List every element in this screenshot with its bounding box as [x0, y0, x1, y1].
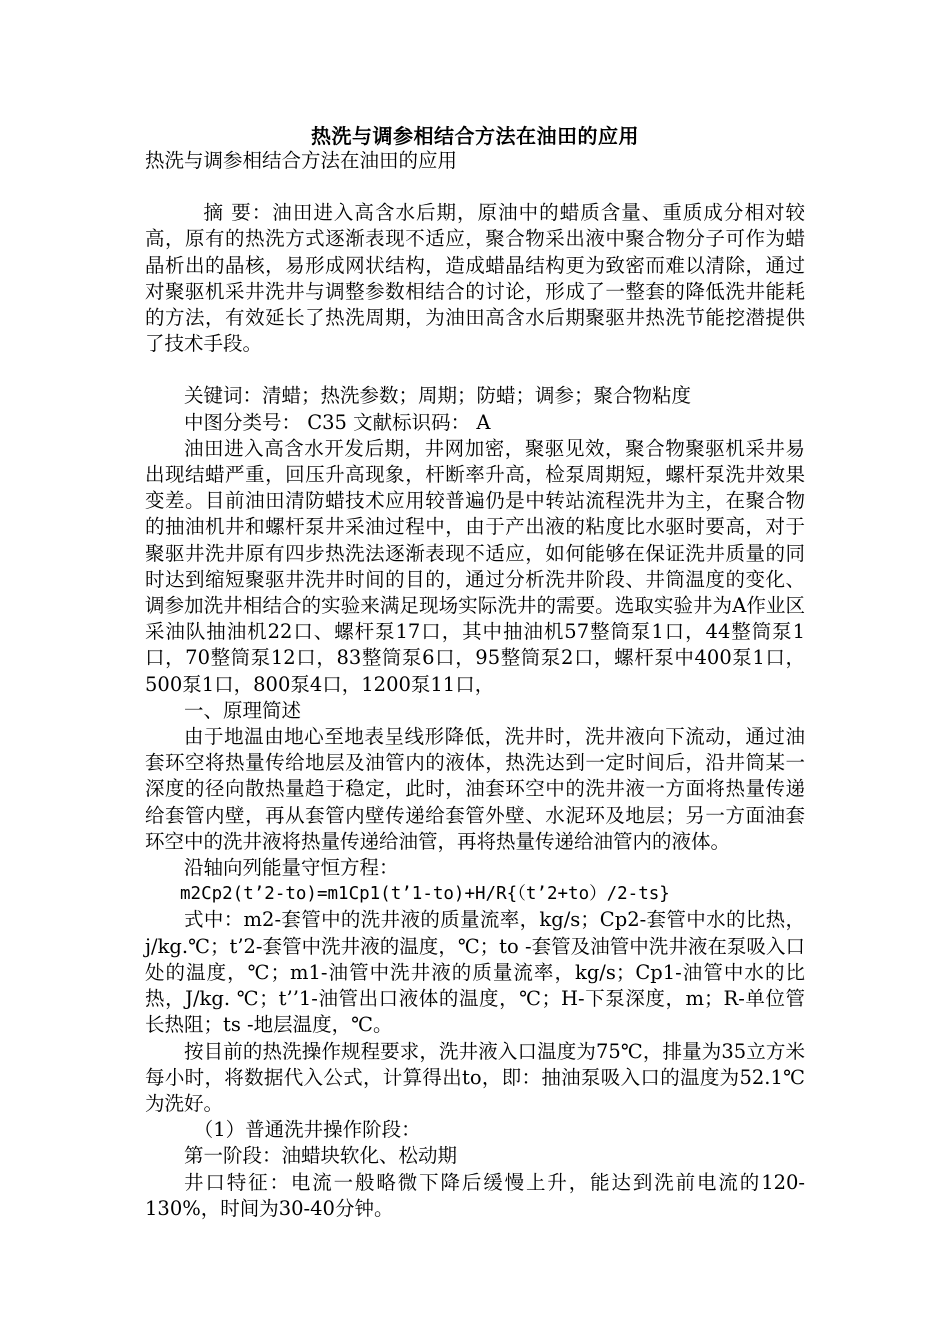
calculation-paragraph: 按目前的热洗操作规程要求，洗井液入口温度为75℃，排量为35立方米每小时，将数据代入公式，计算得出to，即：抽油泵吸入口的温度为52.1℃为洗好。 [145, 1039, 805, 1115]
spacer [145, 174, 805, 200]
keywords-line: 关键词：清蜡；热洗参数；周期；防蜡；调参；聚合物粘度 [184, 384, 692, 408]
principle-paragraph: 由于地温由地心至地表呈线形降低，洗井时，洗井液向下流动，通过油套环空将热量传给地层及油管内的液体，热洗达到一定时间后，沿井筒某一深度的径向散热量趋于稳定，此时，油套环空中的洗井液一方面将热量传递给套管内壁，再从套管内壁传递给套管外壁、水泥环及地层；另一方面油套环空中的洗井液将热量传递给油管，再将热量传递给油管内的液体。 [145, 725, 805, 853]
intro-paragraph: 油田进入高含水开发后期，井网加密，聚驱见效，聚合物聚驱机采井易出现结蜡严重，回压升高现象，杆断率升高，检泵周期短，螺杆泵洗井效果变差。目前油田清防蜡技术应用较普遍仍是中转站流程洗井为主，在聚合物的抽油机井和螺杆泵井采油过程中，由于产出液的粘度比水驱时要高，对于聚驱井洗井原有四步热洗法逐渐表现不适应，如何能够在保证洗井质量的同时达到缩短聚驱井洗井时间的目的，通过分析洗井阶段、井筒温度的变化、调参加洗井相结合的实验来满足现场实际洗井的需要。选取实验井为A作业区采油队抽油机22口、螺杆泵17口，其中抽油机57整筒泵1口，44整筒泵1口，70整筒泵12口，83整筒泵6口，95整筒泵2口，螺杆泵中400泵1口，500泵1口，800泵4口，1200泵11口， [145, 436, 805, 696]
definitions-paragraph: 式中：m2-套管中的洗井液的质量流率，kg/s；Cp2-套管中水的比热，j/kg.℃；t’2-套管中洗井液的温度，℃；to -套管及油管中洗井液在泵吸入口处的温度，℃；m1-油管中洗井液的质量流率，kg/s；Cp1-油管中水的比热，J/kg. ℃；t’’1-油管出口液体的温度，℃；H-下泵深度，m；R-单位管长热阻；ts -地层温度，℃。 [145, 908, 805, 1037]
section-heading: 一、原理简述 [184, 698, 302, 722]
wellhead-paragraph: 井口特征：电流一般略微下降后缓慢上升，能达到洗前电流的120-130%，时间为30-40分钟。 [145, 1170, 805, 1220]
stage-heading: 第一阶段：油蜡块软化、松动期 [184, 1144, 458, 1168]
document-body [145, 148, 805, 1222]
document-subtitle: 热洗与调参相结合方法在油田的应用 [145, 149, 458, 172]
document-title: 热洗与调参相结合方法在油田的应用 [311, 124, 639, 148]
subsection-heading: （1）普通洗井操作阶段： [193, 1118, 421, 1142]
equation-intro: 沿轴向列能量守恒方程： [184, 856, 399, 880]
classification-line: 中图分类号： C35 文献标识码： A [184, 410, 491, 434]
abstract-paragraph: 摘 要：油田进入高含水后期，原油中的蜡质含量、重质成分相对较高，原有的热洗方式逐渐表现不适应，聚合物采出液中聚合物分子可作为蜡晶析出的晶核，易形成网状结构，造成蜡晶结构更为致密而难以清除，通过对聚驱机采井洗井与调整参数相结合的讨论，形成了一整套的降低洗井能耗的方法，有效延长了热洗周期，为油田高含水后期聚驱井热洗节能挖潜提供了技术手段。 [145, 201, 805, 356]
spacer [145, 357, 805, 383]
equation: m2Cp2(t’2-to)=m1Cp1(t’1-to)+H/R{（t’2+to）/2-ts} [180, 884, 670, 905]
